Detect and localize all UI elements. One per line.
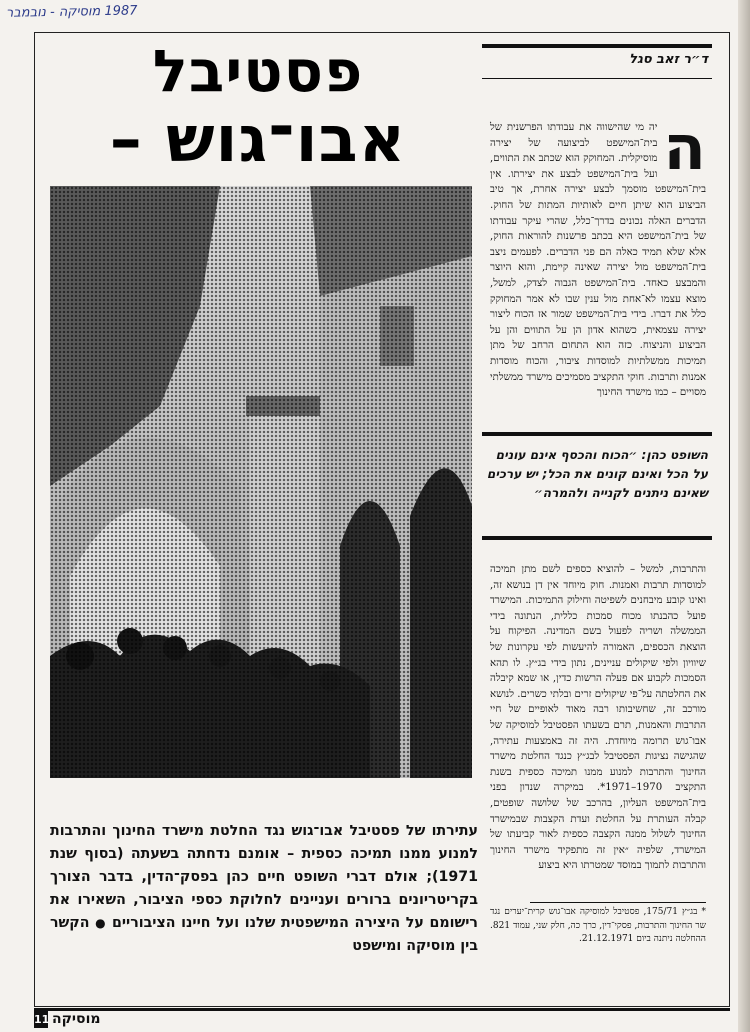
article-continued: והתרבות, למשל – להוציא כספים לשם מתן תמיכה למוסדות תרבות ואמנות. חוק מיוחד אין דן בנושא זה, ואינו קובע מיבחנים לשפיטה וחילוק התמיכות. המישרד פועל כהבנתו מכוח סמכות כללית, הנתונה בידי הממשלה ושריה לפעול בשם המדינה. הפיקוח על הוצאת הכספים, האמורה להיעשות לפי עקרונות של שיוויון ולפי שיקולים עניינים, נתון בידי בג״ץ. לו תהא הסמכות לקבוע אם פעלה הרשות כדין, או שמא קיבלה את החלטתה על־פי שיקולים זרים ובלתי כשרים. לנושא מורכב זה, שחשיבותו רבה מאוד לאופיים של חיי התרבות והאמנות, תרם בשעתו הפסטיבל למוסיקה של אבו־גוש תרומה מיוחדת. היה זה באמצעות עתירה, שהגישה נציגות הפסטיבל לבג״ץ כנגד החלטת מישרד החינוך והתרבות למנוע ממנו תמיכה כספית בשנת התקציב 1970–1971*. במיקרה שנדון בפני בית־המישפט העליון, בהרכב של שלושה שופטים, קבלה העותרת על החלטת ועדת הקצבות שבמישרד החינוך לשלול ממנה הקצבה כספית לאור קביעתו של המישרד, שלפיה ״אין זה מתפקיד מישרד החינוך והתרבות לתמוך במוסד שמטרתו היא ביצוע (490, 564, 706, 872)
article-intro (490, 111, 706, 420)
bullet-icon: ● (95, 916, 107, 930)
pullquote-bottom-rule (482, 536, 712, 540)
author-byline: ד״ר זאב סגל (629, 52, 708, 67)
pullquote-top-rule (482, 432, 712, 436)
headline-line-2: אבו־גוש – (109, 103, 407, 177)
halftone-overlay (50, 186, 472, 778)
footer-rule (34, 1008, 730, 1011)
pull-quote: השופט כהן: ״הכוח והכסף אינם עונים על הכל ואינם קונים את הכל; יש ערכים שאינם ניתנים לקנייה ולהמרה״ (486, 448, 708, 500)
caption-text: עתירתו של פסטיבל אבו־גוש נגד החלטת מישרד החינוך והתרבות למנוע ממנו תמיכה כספית – אומנם נדחתה בשעתה (בסוף שנת 1971); אולם דברי השופט חיים כהן בפסק־הדין, בדבר הצורך בקריטריונים ברורים ועניינים לחלוקת כספי הציבור, השאירו את רישומם על היצירה המישפטית שלנו ועל חיינו הציבוריים (50, 823, 478, 931)
page-number: 11 (34, 1013, 50, 1026)
page-edge (738, 0, 750, 1032)
author-bottom-rule (482, 78, 712, 79)
footnote: * בג״ץ 175/71, פסטיבל למוסיקה אבו־גוש קרית־יערים נגד שר החינוך והתרבות, פסקי־דין, כרך כה, חלק שני, עמוד 821. ההחלטה ניתנה ביום 21.12.1971. (490, 907, 707, 945)
headline-line-1: פסטיבל (152, 37, 364, 105)
magazine-name: מוסיקה (52, 1011, 101, 1027)
author-top-rule (482, 44, 712, 48)
drop-cap: ה (663, 111, 706, 184)
caption-tail: הקשר בין מוסיקה ומישפט (50, 915, 478, 954)
handwritten-note: 1987 מוסיקה - נובמבר (5, 3, 138, 21)
article-intro-text: יה מי שהישווה את עבודתו הפרשנית של בית־המישפט לביצועה של יצירה מוסיקלית. המחוקק הוא שכתב את התווים, ועל בית־המישפט לבצע את יצירתו. אין בית־המישפט מוסמך לבצע יצירה אחרת, אך טיב הביצוע הוא שיתן חיים לאותיות המתות של החוק. הדברים האלה נכונים בדרך־כלל, שהרי עיקר עבודתו של בית־המישפט היא בכתב פרשנות להוראות החוק, אלא שלא תמיד כאלה הם פני הדברים. לפעמים ניצב בית־המישפט מול יצירה שאינה קיימת, והוא היוצר והמבצע כאחד. בית־המישפט הגבוה לצדק, למשל, מוצא עצמו לא־אחת מול ענין שבו לא אמר המחוקק כלל את דברו. בידי בית־המישפט שמור אז הכוח ליצור יצירה עצמאית, כשהוא אדון הן על התווים והן על הביצוע והניצוח. כזה הוא התחום הרחב של מתן תמיכות ממשלתיות למוסדות ציבור, והכוח מוסדות אמנות ותרבות. חוקי התקציב מסמיכים מישרד ממשלתי מסויים – כמו מישרד החינוך (490, 122, 706, 399)
headline (48, 34, 468, 184)
photo-courtyard (50, 186, 472, 778)
footnote-rule (530, 902, 706, 903)
photo-caption (50, 820, 478, 960)
